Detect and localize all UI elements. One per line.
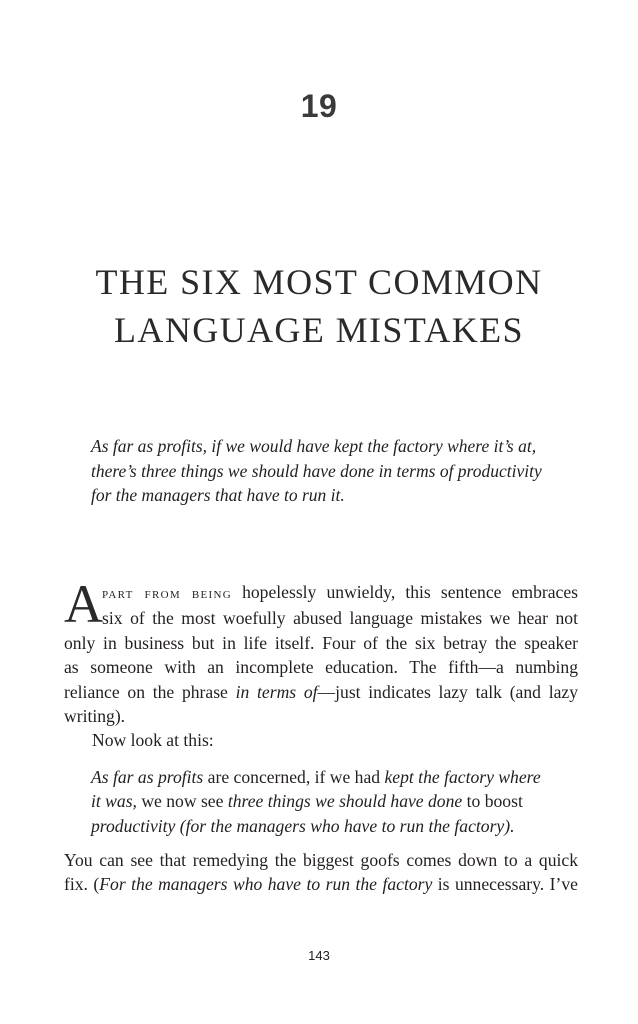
small-caps-lead: part from being xyxy=(102,585,232,602)
text-line xyxy=(64,872,578,896)
opening-paragraph xyxy=(64,574,579,728)
block-quote xyxy=(91,765,551,838)
chapter-title-line: LANGUAGE MISTAKES xyxy=(114,310,524,350)
text-run: —just indicates lazy talk (and lazy xyxy=(317,681,578,702)
text-run: reliance on the phrase xyxy=(64,681,236,702)
text-line: six of the most woefully abused language mistakes we hear not xyxy=(102,608,578,629)
epigraph-line: for the managers that have to run it. xyxy=(91,485,345,505)
text-run: is unnecessary. I’ve xyxy=(432,874,578,895)
text-line: only in business but in life itself. Four of the six betray the speaker xyxy=(64,632,578,653)
quote-line xyxy=(91,814,551,838)
italic-phrase: kept the factory where xyxy=(384,766,541,787)
text-line xyxy=(64,580,578,606)
page-number: 143 xyxy=(308,948,330,963)
epigraph-line: there’s three things we should have done in terms of productivity xyxy=(91,460,542,481)
text-line xyxy=(64,680,578,704)
drop-cap: A xyxy=(64,574,103,634)
epigraph xyxy=(91,434,561,508)
italic-phrase: it was, xyxy=(91,791,137,812)
chapter-title-line: THE SIX MOST COMMON xyxy=(95,262,543,302)
quote-line xyxy=(91,765,551,789)
text-run: are concerned, if we had xyxy=(203,766,385,787)
body-text xyxy=(64,574,579,897)
text-line: writing). xyxy=(64,706,126,727)
text-run: we now see xyxy=(136,791,228,812)
italic-phrase: three things we should have done xyxy=(227,791,463,812)
text-run: hopelessly unwieldy, this sentence embraces xyxy=(231,582,579,602)
text-line: as someone with an incomplete education. The fifth—a numbing xyxy=(64,657,578,678)
text-run: to boost xyxy=(462,791,523,812)
epigraph-line: As far as profits, if we would have kept the factory where it’s at, xyxy=(91,436,537,456)
italic-phrase: in terms of xyxy=(235,681,318,702)
quote-line xyxy=(91,789,551,813)
italic-phrase: As far as profits xyxy=(91,766,204,787)
italic-phrase: For the managers who have to run the factory xyxy=(99,874,433,895)
text-line: You can see that remedying the biggest goofs comes down to a quick xyxy=(64,850,578,871)
chapter-title xyxy=(0,258,638,354)
italic-phrase: productivity (for the managers who have to run the factory). xyxy=(91,815,515,836)
text-line: Now look at this: xyxy=(92,730,214,751)
text-run: fix. ( xyxy=(64,874,100,895)
chapter-number: 19 xyxy=(300,88,338,124)
